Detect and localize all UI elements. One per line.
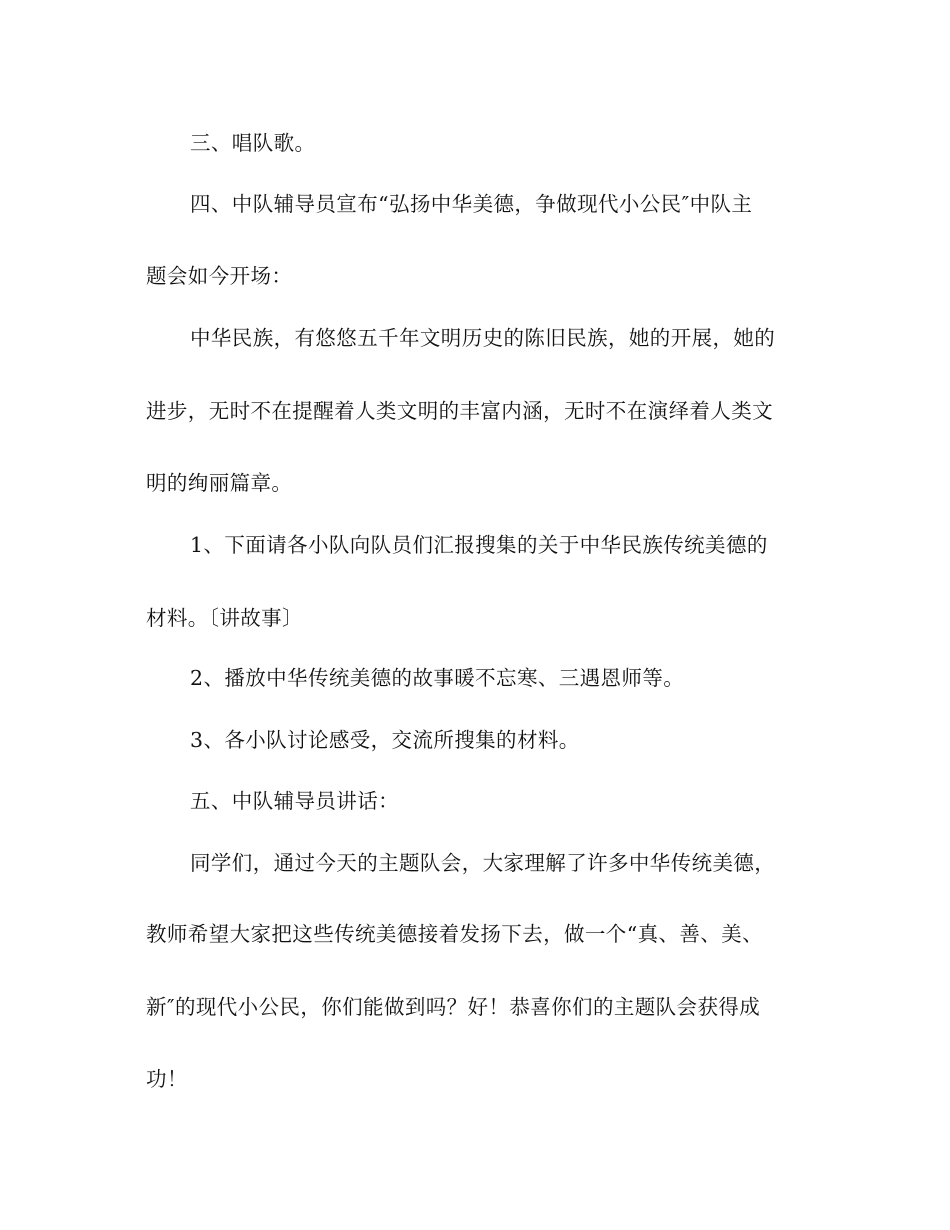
text-line: 题会如今开场： <box>146 264 293 288</box>
text-line: 3、各小队讨论感受，交流所搜集的材料。 <box>190 728 580 752</box>
text-line: 2、播放中华传统美德的故事暖不忘寒、三遇恩师等。 <box>190 666 685 690</box>
text-line: 五、中队辅导员讲话： <box>190 789 399 813</box>
text-line: 同学们，通过今天的主题队会，大家理解了许多中华传统美德， <box>190 851 776 875</box>
text-line: 材料。〔讲故事〕 <box>146 606 303 630</box>
text-line: 四、中队辅导员宣布“弘扬中华美德，争做现代小公民″中队主 <box>190 192 753 216</box>
text-line: 中华民族，有悠悠五千年文明历史的陈旧民族，她的开展，她的 <box>190 326 776 350</box>
text-line: 明的绚丽篇章。 <box>146 471 293 495</box>
text-line: 新″的现代小公民，你们能做到吗？好！恭喜你们的主题队会获得成 <box>146 995 761 1019</box>
text-line: 教师希望大家把这些传统美德接着发扬下去，做一个“真、善、美、 <box>146 922 763 946</box>
text-line: 功！ <box>146 1067 188 1091</box>
text-line: 1、下面请各小队向队员们汇报搜集的关于中华民族传统美德的 <box>190 533 768 557</box>
text-line: 三、唱队歌。 <box>190 131 316 155</box>
text-line: 进步，无时不在提醒着人类文明的丰富内涵，无时不在演绎着人类文 <box>146 399 773 423</box>
